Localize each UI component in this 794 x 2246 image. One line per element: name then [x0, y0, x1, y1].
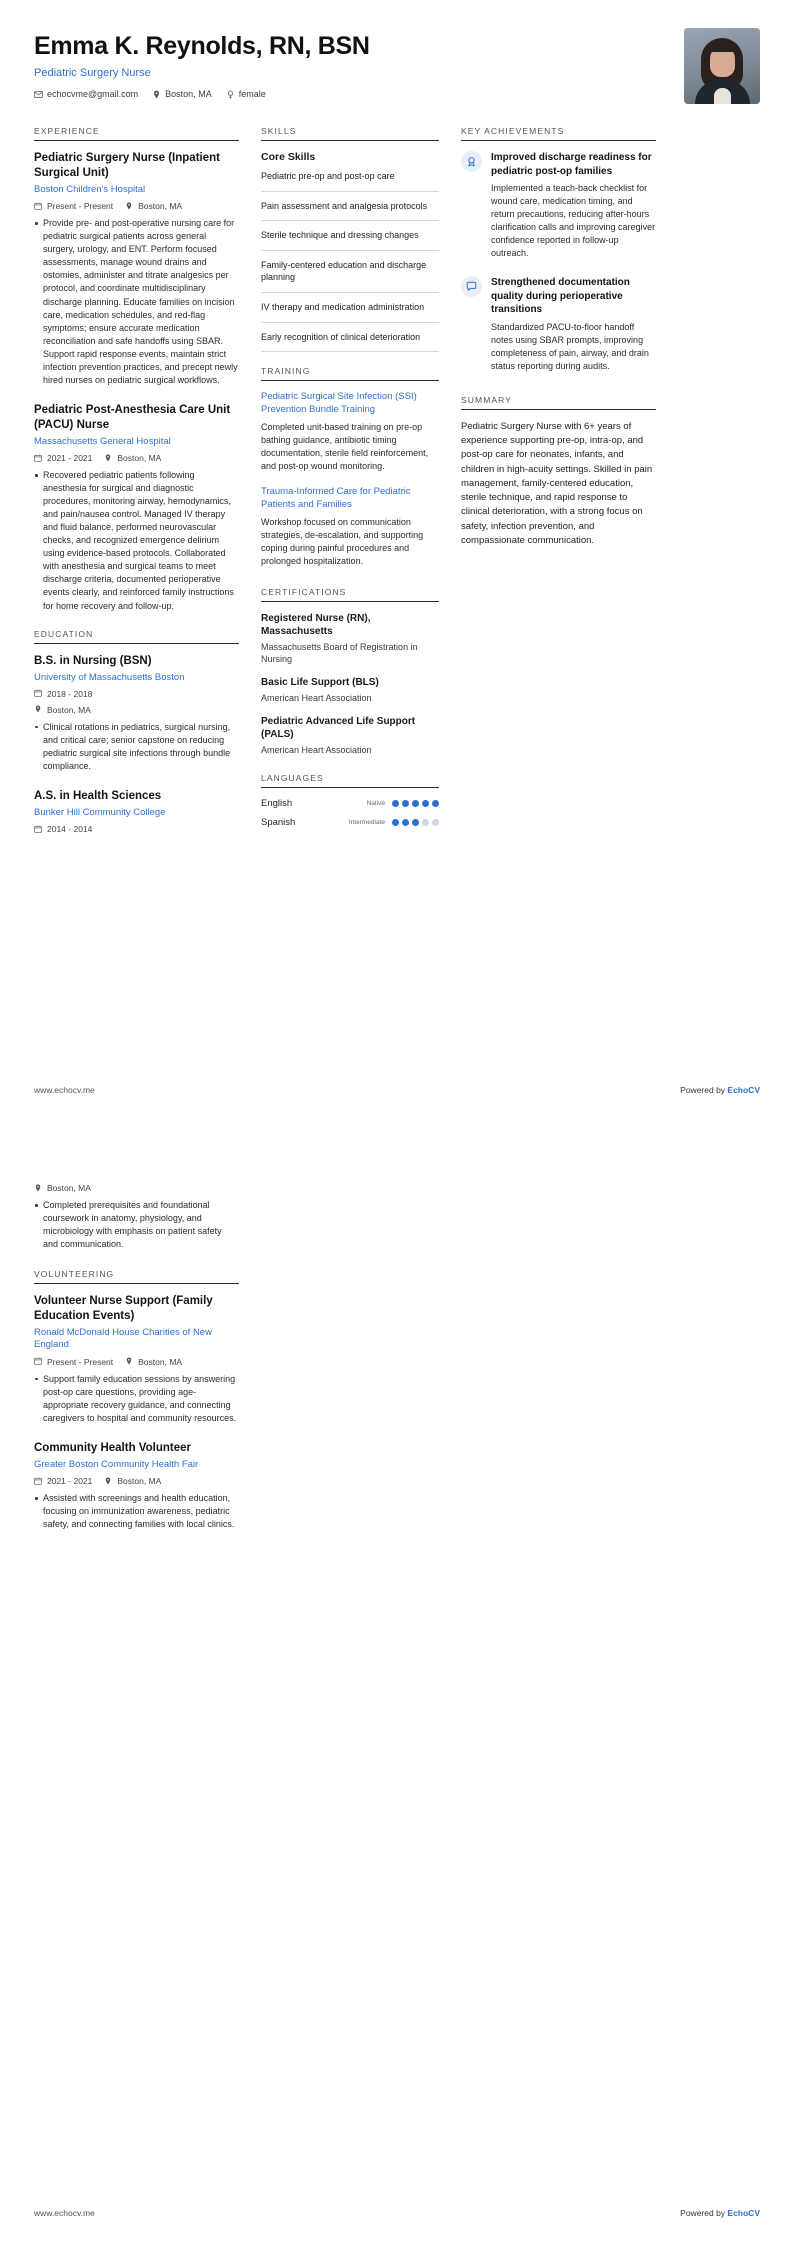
language-level-group — [367, 800, 439, 807]
entry-dates — [34, 453, 92, 463]
entry-bullets — [34, 1199, 239, 1251]
footer-powered-label: Powered by — [680, 1085, 728, 1095]
calendar-icon — [34, 202, 43, 211]
education-entry — [34, 654, 239, 773]
section-header-education: EDUCATION — [34, 629, 239, 644]
entry-meta — [34, 1357, 239, 1367]
footer-website[interactable]: www.echocv.me — [34, 2208, 95, 2218]
job-title: Pediatric Surgery Nurse — [34, 67, 151, 79]
education-entry — [34, 789, 239, 834]
training-title[interactable]: Trauma-Informed Care for Pediatric Patients and Families — [261, 485, 411, 510]
entry-title: Community Health Volunteer — [34, 1441, 191, 1454]
volunteering-entry — [34, 1441, 239, 1531]
certification-issuer: Massachusetts Board of Registration in Nursing — [261, 641, 418, 664]
entry-dates — [34, 824, 92, 834]
page-footer — [34, 2208, 760, 2218]
entry-dates — [34, 1357, 113, 1367]
location-icon — [152, 90, 161, 99]
entry-meta — [34, 824, 239, 834]
resume-page-2 — [0, 1123, 794, 2246]
list-item: Support family education sessions by answering post-op care questions, providing age-appropriate recovery guidance, and connecting caregivers to hospital and community resources. — [34, 1373, 239, 1425]
entry-location-text: Boston, MA — [138, 1356, 183, 1367]
entry-location — [34, 1183, 91, 1193]
location-icon — [34, 705, 43, 714]
entry-location-text: Boston, MA — [47, 1183, 91, 1193]
calendar-icon — [34, 454, 43, 463]
entry-dates-text: 2014 - 2014 — [47, 824, 93, 835]
achievement-description: Standardized PACU-to-floor handoff notes using SBAR prompts, improving completeness of pain, airway, and drain status reporting during audits. — [491, 321, 649, 371]
entry-title: Pediatric Post-Anesthesia Care Unit (PACU) Nurse — [34, 403, 231, 431]
achievement-description: Implemented a teach-back checklist for wound care, medication timing, and return precautions, reducing after-hours clarification calls and improving caregiver confidence reported in follow-up outreach. — [491, 183, 656, 259]
entry-dates — [34, 689, 92, 699]
section-header-skills: SKILLS — [261, 126, 439, 141]
contact-email-text: echocvme@gmail.com — [47, 89, 139, 99]
entry-meta — [34, 689, 239, 699]
training-description: Completed unit-based training on pre-op bathing guidance, antibiotic timing documentation, sterile field reinforcement, and post-op wound monitoring. — [261, 421, 429, 471]
section-header-languages: LANGUAGES — [261, 773, 439, 788]
location-icon — [125, 1357, 134, 1366]
volunteering-entry — [34, 1294, 239, 1425]
list-item: Clinical rotations in pediatrics, surgical nursing, and critical care; senior capstone on reducing pediatric surgical site infections through bundle compliance. — [34, 721, 239, 773]
entry-location-text: Boston, MA — [47, 704, 91, 715]
skill-item: Early recognition of clinical deterioration — [261, 331, 439, 353]
column-left — [34, 126, 239, 850]
entry-location — [34, 705, 91, 715]
experience-entry — [34, 403, 239, 613]
achievement-title: Improved discharge readiness for pediatric post-op families — [491, 152, 652, 177]
entry-dates-text: Present - Present — [47, 201, 114, 212]
entry-title: B.S. in Nursing (BSN) — [34, 654, 152, 667]
location-icon — [104, 454, 113, 463]
list-item: Provide pre- and post-operative nursing care for pediatric surgical patients across general surgery, urology, and ENT. Perform focused assessments, manage wound drains and ostomies, administer and titrate analgesics per protocol, and coordinate multidisciplinary discharge planning. Educate families on incision care, medication schedules, and red-flag symptoms; ensure accurate medication reconciliation and safe handoffs using SBAR. Support rapid response events, maintain strict infection prevention practices, and precept newly hired nurses on pediatric surgical workflows. — [34, 217, 239, 387]
badge-icon — [461, 151, 482, 172]
skills-subtitle: Core Skills — [261, 151, 316, 163]
entry-dates-text: Present - Present — [47, 1356, 114, 1367]
certification-issuer: American Heart Association — [261, 745, 372, 756]
entry-meta-location — [34, 705, 239, 715]
footer-brand-name: EchoCV — [727, 1085, 760, 1095]
entry-location-text: Boston, MA — [117, 1476, 162, 1487]
language-row — [261, 798, 439, 809]
experience-entry — [34, 151, 239, 387]
contact-gender — [226, 89, 266, 99]
list-item: Completed prerequisites and foundational coursework in anatomy, physiology, and microbiology with emphasis on patient safety and communication. — [34, 1199, 239, 1251]
entry-meta-location — [34, 1183, 239, 1193]
training-entry — [261, 391, 439, 473]
resume-columns-page2 — [34, 1183, 760, 1547]
contact-location — [152, 89, 212, 99]
calendar-icon — [34, 1477, 43, 1486]
location-icon — [125, 202, 134, 211]
resume-header — [34, 28, 760, 104]
entry-bullets — [34, 469, 239, 613]
entry-organization[interactable]: Massachusetts General Hospital — [34, 435, 171, 447]
summary-text: Pediatric Surgery Nurse with 6+ years of experience supporting pre-op, intra-op, and post-op care for neonates, infants, and children in high-acuity settings. Skilled in pain management, family-centered education, sterile technique, and rapid response to clinical deterioration, with a strong focus on safety, infection prevention, and compassionate communication. — [461, 420, 653, 546]
section-header-summary: SUMMARY — [461, 395, 656, 410]
achievement-body — [491, 276, 656, 373]
entry-location — [104, 453, 161, 463]
entry-title: Volunteer Nurse Support (Family Education Events) — [34, 1295, 213, 1323]
entry-location-text: Boston, MA — [117, 453, 162, 464]
entry-organization[interactable]: Greater Boston Community Health Fair — [34, 1458, 199, 1470]
entry-dates-text: 2021 - 2021 — [47, 1476, 93, 1487]
entry-location — [104, 1476, 161, 1486]
footer-website[interactable]: www.echocv.me — [34, 1085, 95, 1095]
footer-brand — [680, 2208, 760, 2218]
skill-item: IV therapy and medication administration — [261, 301, 439, 323]
column-middle — [261, 126, 439, 836]
resume-columns — [34, 126, 760, 850]
entry-location — [125, 1357, 182, 1367]
entry-organization[interactable]: Boston Children's Hospital — [34, 183, 146, 195]
entry-location-text: Boston, MA — [138, 201, 183, 212]
avatar — [684, 28, 760, 104]
entry-organization[interactable]: Bunker Hill Community College — [34, 806, 166, 818]
achievement-item — [461, 151, 656, 260]
section-header-experience: EXPERIENCE — [34, 126, 239, 141]
certification-issuer: American Heart Association — [261, 693, 372, 704]
contact-email — [34, 89, 138, 99]
contact-row — [34, 89, 370, 99]
achievement-body — [491, 151, 656, 260]
training-title[interactable]: Pediatric Surgical Site Infection (SSI) Prevention Bundle Training — [261, 391, 417, 415]
column-right — [461, 126, 656, 548]
list-item: Assisted with screenings and health education, focusing on immunization awareness, pediatric safety, and connecting families with local clinics. — [34, 1492, 239, 1531]
certification-name: Pediatric Advanced Life Support (PALS) — [261, 716, 416, 741]
language-level: Intermediate — [348, 819, 385, 827]
entry-dates-text: 2021 - 2021 — [47, 453, 93, 464]
language-dots — [392, 800, 439, 807]
footer-brand — [680, 1085, 760, 1095]
entry-bullets — [34, 721, 239, 773]
entry-dates-text: 2018 - 2018 — [47, 688, 93, 699]
entry-dates — [34, 1476, 92, 1486]
calendar-icon — [34, 689, 43, 698]
footer-powered-label: Powered by — [680, 2208, 728, 2218]
training-entry — [261, 486, 439, 568]
language-dots — [392, 819, 439, 826]
entry-meta — [34, 1476, 239, 1486]
language-level: Native — [366, 800, 385, 808]
footer-brand-name: EchoCV — [727, 2208, 760, 2218]
certification-item — [261, 715, 439, 756]
entry-title: A.S. in Health Sciences — [34, 790, 162, 803]
language-row — [261, 817, 439, 828]
achievement-item — [461, 276, 656, 373]
section-header-certifications: CERTIFICATIONS — [261, 587, 439, 602]
entry-meta — [34, 453, 239, 463]
language-name: English — [261, 798, 293, 810]
certification-name: Basic Life Support (BLS) — [261, 677, 379, 689]
section-header-volunteering: VOLUNTEERING — [34, 1269, 239, 1284]
entry-bullets — [34, 1492, 239, 1531]
entry-bullets — [34, 217, 239, 387]
certification-item — [261, 612, 439, 665]
entry-meta — [34, 201, 239, 211]
email-icon — [34, 90, 43, 99]
section-header-training: TRAINING — [261, 366, 439, 381]
achievement-title: Strengthened documentation quality during perioperative transitions — [491, 277, 630, 316]
skill-item: Pain assessment and analgesia protocols — [261, 200, 439, 222]
skill-item: Family-centered education and discharge planning — [261, 259, 439, 293]
entry-title: Pediatric Surgery Nurse (Inpatient Surgical Unit) — [34, 152, 220, 179]
language-name: Spanish — [261, 817, 296, 829]
column-left-page2 — [34, 1183, 239, 1547]
skill-item: Pediatric pre-op and post-op care — [261, 170, 439, 192]
certification-item — [261, 676, 439, 704]
skill-item: Sterile technique and dressing changes — [261, 229, 439, 251]
certification-name: Registered Nurse (RN), Massachusetts — [261, 612, 371, 637]
chat-icon — [461, 276, 482, 297]
header-left — [34, 28, 370, 99]
entry-dates — [34, 201, 113, 211]
page-title: Emma K. Reynolds, RN, BSN — [34, 32, 370, 60]
calendar-icon — [34, 825, 43, 834]
location-icon — [104, 1477, 113, 1486]
entry-organization[interactable]: Ronald McDonald House Charities of New England — [34, 1327, 212, 1351]
training-description: Workshop focused on communication strategies, de-escalation, and supporting coping during painful procedures and prolonged hospitalization. — [261, 516, 424, 566]
calendar-icon — [34, 1357, 43, 1366]
entry-location — [125, 201, 182, 211]
entry-bullets — [34, 1373, 239, 1425]
entry-organization[interactable]: University of Massachusetts Boston — [34, 671, 185, 683]
contact-location-text: Boston, MA — [165, 89, 212, 99]
page-footer — [34, 1085, 760, 1095]
location-icon — [34, 1184, 43, 1193]
language-level-group — [349, 819, 439, 826]
section-header-achievements: KEY ACHIEVEMENTS — [461, 126, 656, 141]
gender-icon — [226, 90, 235, 99]
list-item: Recovered pediatric patients following anesthesia for surgical and diagnostic procedures, monitoring airway, hemodynamics, and pain/nausea control. Managed IV therapy and fluid balance, performed neurovascular checks, and recognized emergence delirium using evidence-based protocols. Collaborated with anesthesia and surgical teams to meet discharge criteria, documented perioperative events clearly, and reinforced family instructions for home recovery and follow-up. — [34, 469, 239, 613]
contact-gender-text: female — [238, 89, 266, 99]
